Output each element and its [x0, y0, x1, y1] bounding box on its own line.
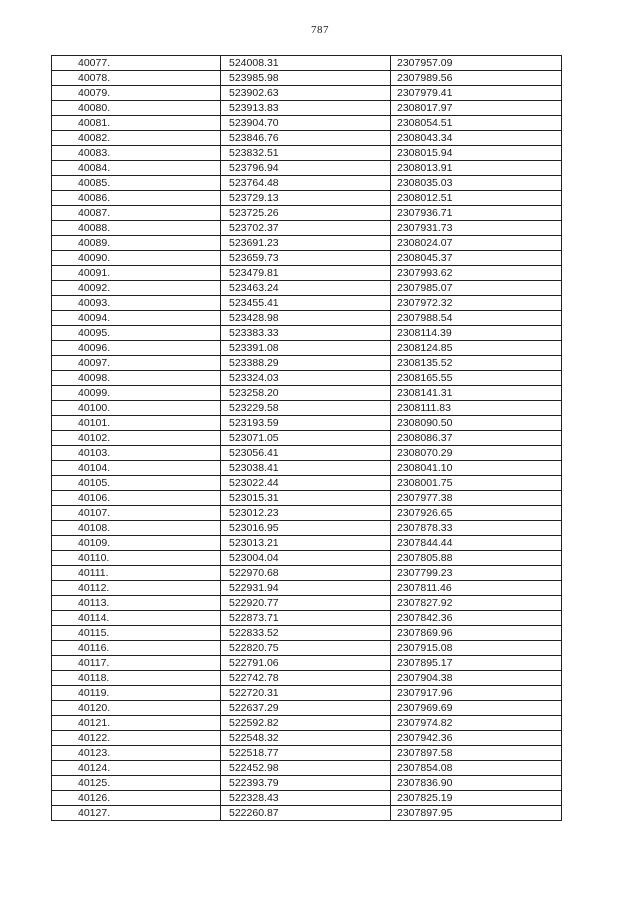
x-coordinate-cell: 523764.48 [221, 176, 391, 191]
x-coordinate-cell: 522820.75 [221, 641, 391, 656]
y-coordinate-cell: 2307825.19 [391, 791, 562, 806]
point-id-cell: 40111. [52, 566, 221, 581]
x-coordinate-cell: 523913.83 [221, 101, 391, 116]
table-row [52, 536, 562, 551]
point-id-cell: 40118. [52, 671, 221, 686]
point-id-cell: 40084. [52, 161, 221, 176]
x-coordinate-cell: 523388.29 [221, 356, 391, 371]
x-coordinate-cell: 523193.59 [221, 416, 391, 431]
point-id-cell: 40093. [52, 296, 221, 311]
x-coordinate-cell: 523229.58 [221, 401, 391, 416]
point-id-cell: 40108. [52, 521, 221, 536]
y-coordinate-cell: 2307915.08 [391, 641, 562, 656]
y-coordinate-cell: 2308012.51 [391, 191, 562, 206]
point-id-cell: 40090. [52, 251, 221, 266]
y-coordinate-cell: 2307974.82 [391, 716, 562, 731]
table-row [52, 656, 562, 671]
point-id-cell: 40088. [52, 221, 221, 236]
y-coordinate-cell: 2308041.10 [391, 461, 562, 476]
x-coordinate-cell: 523455.41 [221, 296, 391, 311]
y-coordinate-cell: 2308165.55 [391, 371, 562, 386]
point-id-cell: 40080. [52, 101, 221, 116]
coordinates-table-body [52, 56, 562, 821]
x-coordinate-cell: 523659.73 [221, 251, 391, 266]
table-row [52, 131, 562, 146]
table-row [52, 671, 562, 686]
y-coordinate-cell: 2308054.51 [391, 116, 562, 131]
point-id-cell: 40106. [52, 491, 221, 506]
table-row [52, 326, 562, 341]
y-coordinate-cell: 2308141.31 [391, 386, 562, 401]
point-id-cell: 40110. [52, 551, 221, 566]
table-row [52, 746, 562, 761]
point-id-cell: 40104. [52, 461, 221, 476]
point-id-cell: 40109. [52, 536, 221, 551]
table-row [52, 806, 562, 821]
x-coordinate-cell: 523846.76 [221, 131, 391, 146]
table-row [52, 761, 562, 776]
y-coordinate-cell: 2307972.32 [391, 296, 562, 311]
x-coordinate-cell: 524008.31 [221, 56, 391, 71]
x-coordinate-cell: 523832.51 [221, 146, 391, 161]
x-coordinate-cell: 523258.20 [221, 386, 391, 401]
table-row [52, 701, 562, 716]
x-coordinate-cell: 523702.37 [221, 221, 391, 236]
y-coordinate-cell: 2308114.39 [391, 326, 562, 341]
x-coordinate-cell: 522452.98 [221, 761, 391, 776]
point-id-cell: 40124. [52, 761, 221, 776]
y-coordinate-cell: 2308017.97 [391, 101, 562, 116]
point-id-cell: 40102. [52, 431, 221, 446]
x-coordinate-cell: 522873.71 [221, 611, 391, 626]
y-coordinate-cell: 2307926.65 [391, 506, 562, 521]
table-row [52, 506, 562, 521]
x-coordinate-cell: 523038.41 [221, 461, 391, 476]
table-row [52, 161, 562, 176]
table-row [52, 791, 562, 806]
table-row [52, 86, 562, 101]
table-row [52, 551, 562, 566]
table-row [52, 461, 562, 476]
y-coordinate-cell: 2308124.85 [391, 341, 562, 356]
table-row [52, 566, 562, 581]
y-coordinate-cell: 2308086.37 [391, 431, 562, 446]
table-row [52, 191, 562, 206]
page-number: 787 [311, 24, 329, 36]
point-id-cell: 40089. [52, 236, 221, 251]
y-coordinate-cell: 2307869.96 [391, 626, 562, 641]
y-coordinate-cell: 2308135.52 [391, 356, 562, 371]
table-row [52, 236, 562, 251]
point-id-cell: 40085. [52, 176, 221, 191]
table-row [52, 311, 562, 326]
y-coordinate-cell: 2307811.46 [391, 581, 562, 596]
point-id-cell: 40083. [52, 146, 221, 161]
x-coordinate-cell: 522637.29 [221, 701, 391, 716]
y-coordinate-cell: 2308024.07 [391, 236, 562, 251]
table-row [52, 401, 562, 416]
point-id-cell: 40116. [52, 641, 221, 656]
x-coordinate-cell: 523902.63 [221, 86, 391, 101]
point-id-cell: 40115. [52, 626, 221, 641]
x-coordinate-cell: 522518.77 [221, 746, 391, 761]
table-row [52, 101, 562, 116]
y-coordinate-cell: 2308090.50 [391, 416, 562, 431]
table-row [52, 611, 562, 626]
x-coordinate-cell: 523391.08 [221, 341, 391, 356]
x-coordinate-cell: 523071.05 [221, 431, 391, 446]
x-coordinate-cell: 523428.98 [221, 311, 391, 326]
y-coordinate-cell: 2308111.83 [391, 401, 562, 416]
table-row [52, 56, 562, 71]
y-coordinate-cell: 2308043.34 [391, 131, 562, 146]
table-row [52, 521, 562, 536]
y-coordinate-cell: 2307969.69 [391, 701, 562, 716]
table-row [52, 581, 562, 596]
point-id-cell: 40125. [52, 776, 221, 791]
y-coordinate-cell: 2307988.54 [391, 311, 562, 326]
point-id-cell: 40100. [52, 401, 221, 416]
table-row [52, 176, 562, 191]
y-coordinate-cell: 2307957.09 [391, 56, 562, 71]
table-row [52, 281, 562, 296]
point-id-cell: 40112. [52, 581, 221, 596]
x-coordinate-cell: 522742.78 [221, 671, 391, 686]
table-row [52, 686, 562, 701]
point-id-cell: 40101. [52, 416, 221, 431]
x-coordinate-cell: 523463.24 [221, 281, 391, 296]
table-row [52, 146, 562, 161]
table-row [52, 341, 562, 356]
x-coordinate-cell: 522833.52 [221, 626, 391, 641]
table-row [52, 266, 562, 281]
y-coordinate-cell: 2307904.38 [391, 671, 562, 686]
y-coordinate-cell: 2308013.91 [391, 161, 562, 176]
point-id-cell: 40097. [52, 356, 221, 371]
x-coordinate-cell: 523729.13 [221, 191, 391, 206]
y-coordinate-cell: 2307842.36 [391, 611, 562, 626]
y-coordinate-cell: 2307917.96 [391, 686, 562, 701]
x-coordinate-cell: 522920.77 [221, 596, 391, 611]
y-coordinate-cell: 2307854.08 [391, 761, 562, 776]
point-id-cell: 40119. [52, 686, 221, 701]
point-id-cell: 40103. [52, 446, 221, 461]
table-row [52, 641, 562, 656]
y-coordinate-cell: 2308035.03 [391, 176, 562, 191]
y-coordinate-cell: 2308070.29 [391, 446, 562, 461]
table-row [52, 221, 562, 236]
point-id-cell: 40113. [52, 596, 221, 611]
x-coordinate-cell: 523383.33 [221, 326, 391, 341]
table-row [52, 206, 562, 221]
point-id-cell: 40087. [52, 206, 221, 221]
point-id-cell: 40094. [52, 311, 221, 326]
point-id-cell: 40114. [52, 611, 221, 626]
table-row [52, 731, 562, 746]
x-coordinate-cell: 523725.26 [221, 206, 391, 221]
y-coordinate-cell: 2307799.23 [391, 566, 562, 581]
table-row [52, 116, 562, 131]
point-id-cell: 40122. [52, 731, 221, 746]
x-coordinate-cell: 522720.31 [221, 686, 391, 701]
x-coordinate-cell: 523012.23 [221, 506, 391, 521]
x-coordinate-cell: 522791.06 [221, 656, 391, 671]
point-id-cell: 40105. [52, 476, 221, 491]
point-id-cell: 40081. [52, 116, 221, 131]
point-id-cell: 40086. [52, 191, 221, 206]
point-id-cell: 40079. [52, 86, 221, 101]
table-row [52, 251, 562, 266]
y-coordinate-cell: 2307895.17 [391, 656, 562, 671]
x-coordinate-cell: 523479.81 [221, 266, 391, 281]
x-coordinate-cell: 523022.44 [221, 476, 391, 491]
x-coordinate-cell: 522970.68 [221, 566, 391, 581]
y-coordinate-cell: 2307985.07 [391, 281, 562, 296]
y-coordinate-cell: 2307942.36 [391, 731, 562, 746]
table-row [52, 626, 562, 641]
y-coordinate-cell: 2307836.90 [391, 776, 562, 791]
table-row [52, 596, 562, 611]
coordinates-table [51, 55, 562, 821]
table-row [52, 431, 562, 446]
y-coordinate-cell: 2307827.92 [391, 596, 562, 611]
point-id-cell: 40095. [52, 326, 221, 341]
table-row [52, 491, 562, 506]
table-row [52, 716, 562, 731]
point-id-cell: 40107. [52, 506, 221, 521]
table-row [52, 416, 562, 431]
x-coordinate-cell: 522931.94 [221, 581, 391, 596]
table-row [52, 296, 562, 311]
point-id-cell: 40117. [52, 656, 221, 671]
point-id-cell: 40092. [52, 281, 221, 296]
x-coordinate-cell: 523056.41 [221, 446, 391, 461]
y-coordinate-cell: 2307977.38 [391, 491, 562, 506]
table-row [52, 386, 562, 401]
point-id-cell: 40121. [52, 716, 221, 731]
table-row [52, 776, 562, 791]
table-row [52, 71, 562, 86]
point-id-cell: 40077. [52, 56, 221, 71]
y-coordinate-cell: 2307936.71 [391, 206, 562, 221]
point-id-cell: 40099. [52, 386, 221, 401]
y-coordinate-cell: 2307989.56 [391, 71, 562, 86]
point-id-cell: 40123. [52, 746, 221, 761]
y-coordinate-cell: 2307897.58 [391, 746, 562, 761]
y-coordinate-cell: 2308045.37 [391, 251, 562, 266]
y-coordinate-cell: 2308015.94 [391, 146, 562, 161]
x-coordinate-cell: 523796.94 [221, 161, 391, 176]
point-id-cell: 40127. [52, 806, 221, 821]
point-id-cell: 40078. [52, 71, 221, 86]
x-coordinate-cell: 522548.32 [221, 731, 391, 746]
x-coordinate-cell: 523985.98 [221, 71, 391, 86]
point-id-cell: 40098. [52, 371, 221, 386]
x-coordinate-cell: 523324.03 [221, 371, 391, 386]
x-coordinate-cell: 523015.31 [221, 491, 391, 506]
x-coordinate-cell: 523691.23 [221, 236, 391, 251]
y-coordinate-cell: 2307844.44 [391, 536, 562, 551]
x-coordinate-cell: 523904.70 [221, 116, 391, 131]
point-id-cell: 40126. [52, 791, 221, 806]
y-coordinate-cell: 2307931.73 [391, 221, 562, 236]
point-id-cell: 40120. [52, 701, 221, 716]
table-row [52, 446, 562, 461]
point-id-cell: 40082. [52, 131, 221, 146]
x-coordinate-cell: 522592.82 [221, 716, 391, 731]
x-coordinate-cell: 522328.43 [221, 791, 391, 806]
y-coordinate-cell: 2307897.95 [391, 806, 562, 821]
table-row [52, 476, 562, 491]
x-coordinate-cell: 523016.95 [221, 521, 391, 536]
point-id-cell: 40091. [52, 266, 221, 281]
y-coordinate-cell: 2307979.41 [391, 86, 562, 101]
y-coordinate-cell: 2307993.62 [391, 266, 562, 281]
y-coordinate-cell: 2307878.33 [391, 521, 562, 536]
point-id-cell: 40096. [52, 341, 221, 356]
x-coordinate-cell: 522393.79 [221, 776, 391, 791]
x-coordinate-cell: 523004.04 [221, 551, 391, 566]
table-row [52, 371, 562, 386]
x-coordinate-cell: 522260.87 [221, 806, 391, 821]
x-coordinate-cell: 523013.21 [221, 536, 391, 551]
y-coordinate-cell: 2308001.75 [391, 476, 562, 491]
table-row [52, 356, 562, 371]
y-coordinate-cell: 2307805.88 [391, 551, 562, 566]
